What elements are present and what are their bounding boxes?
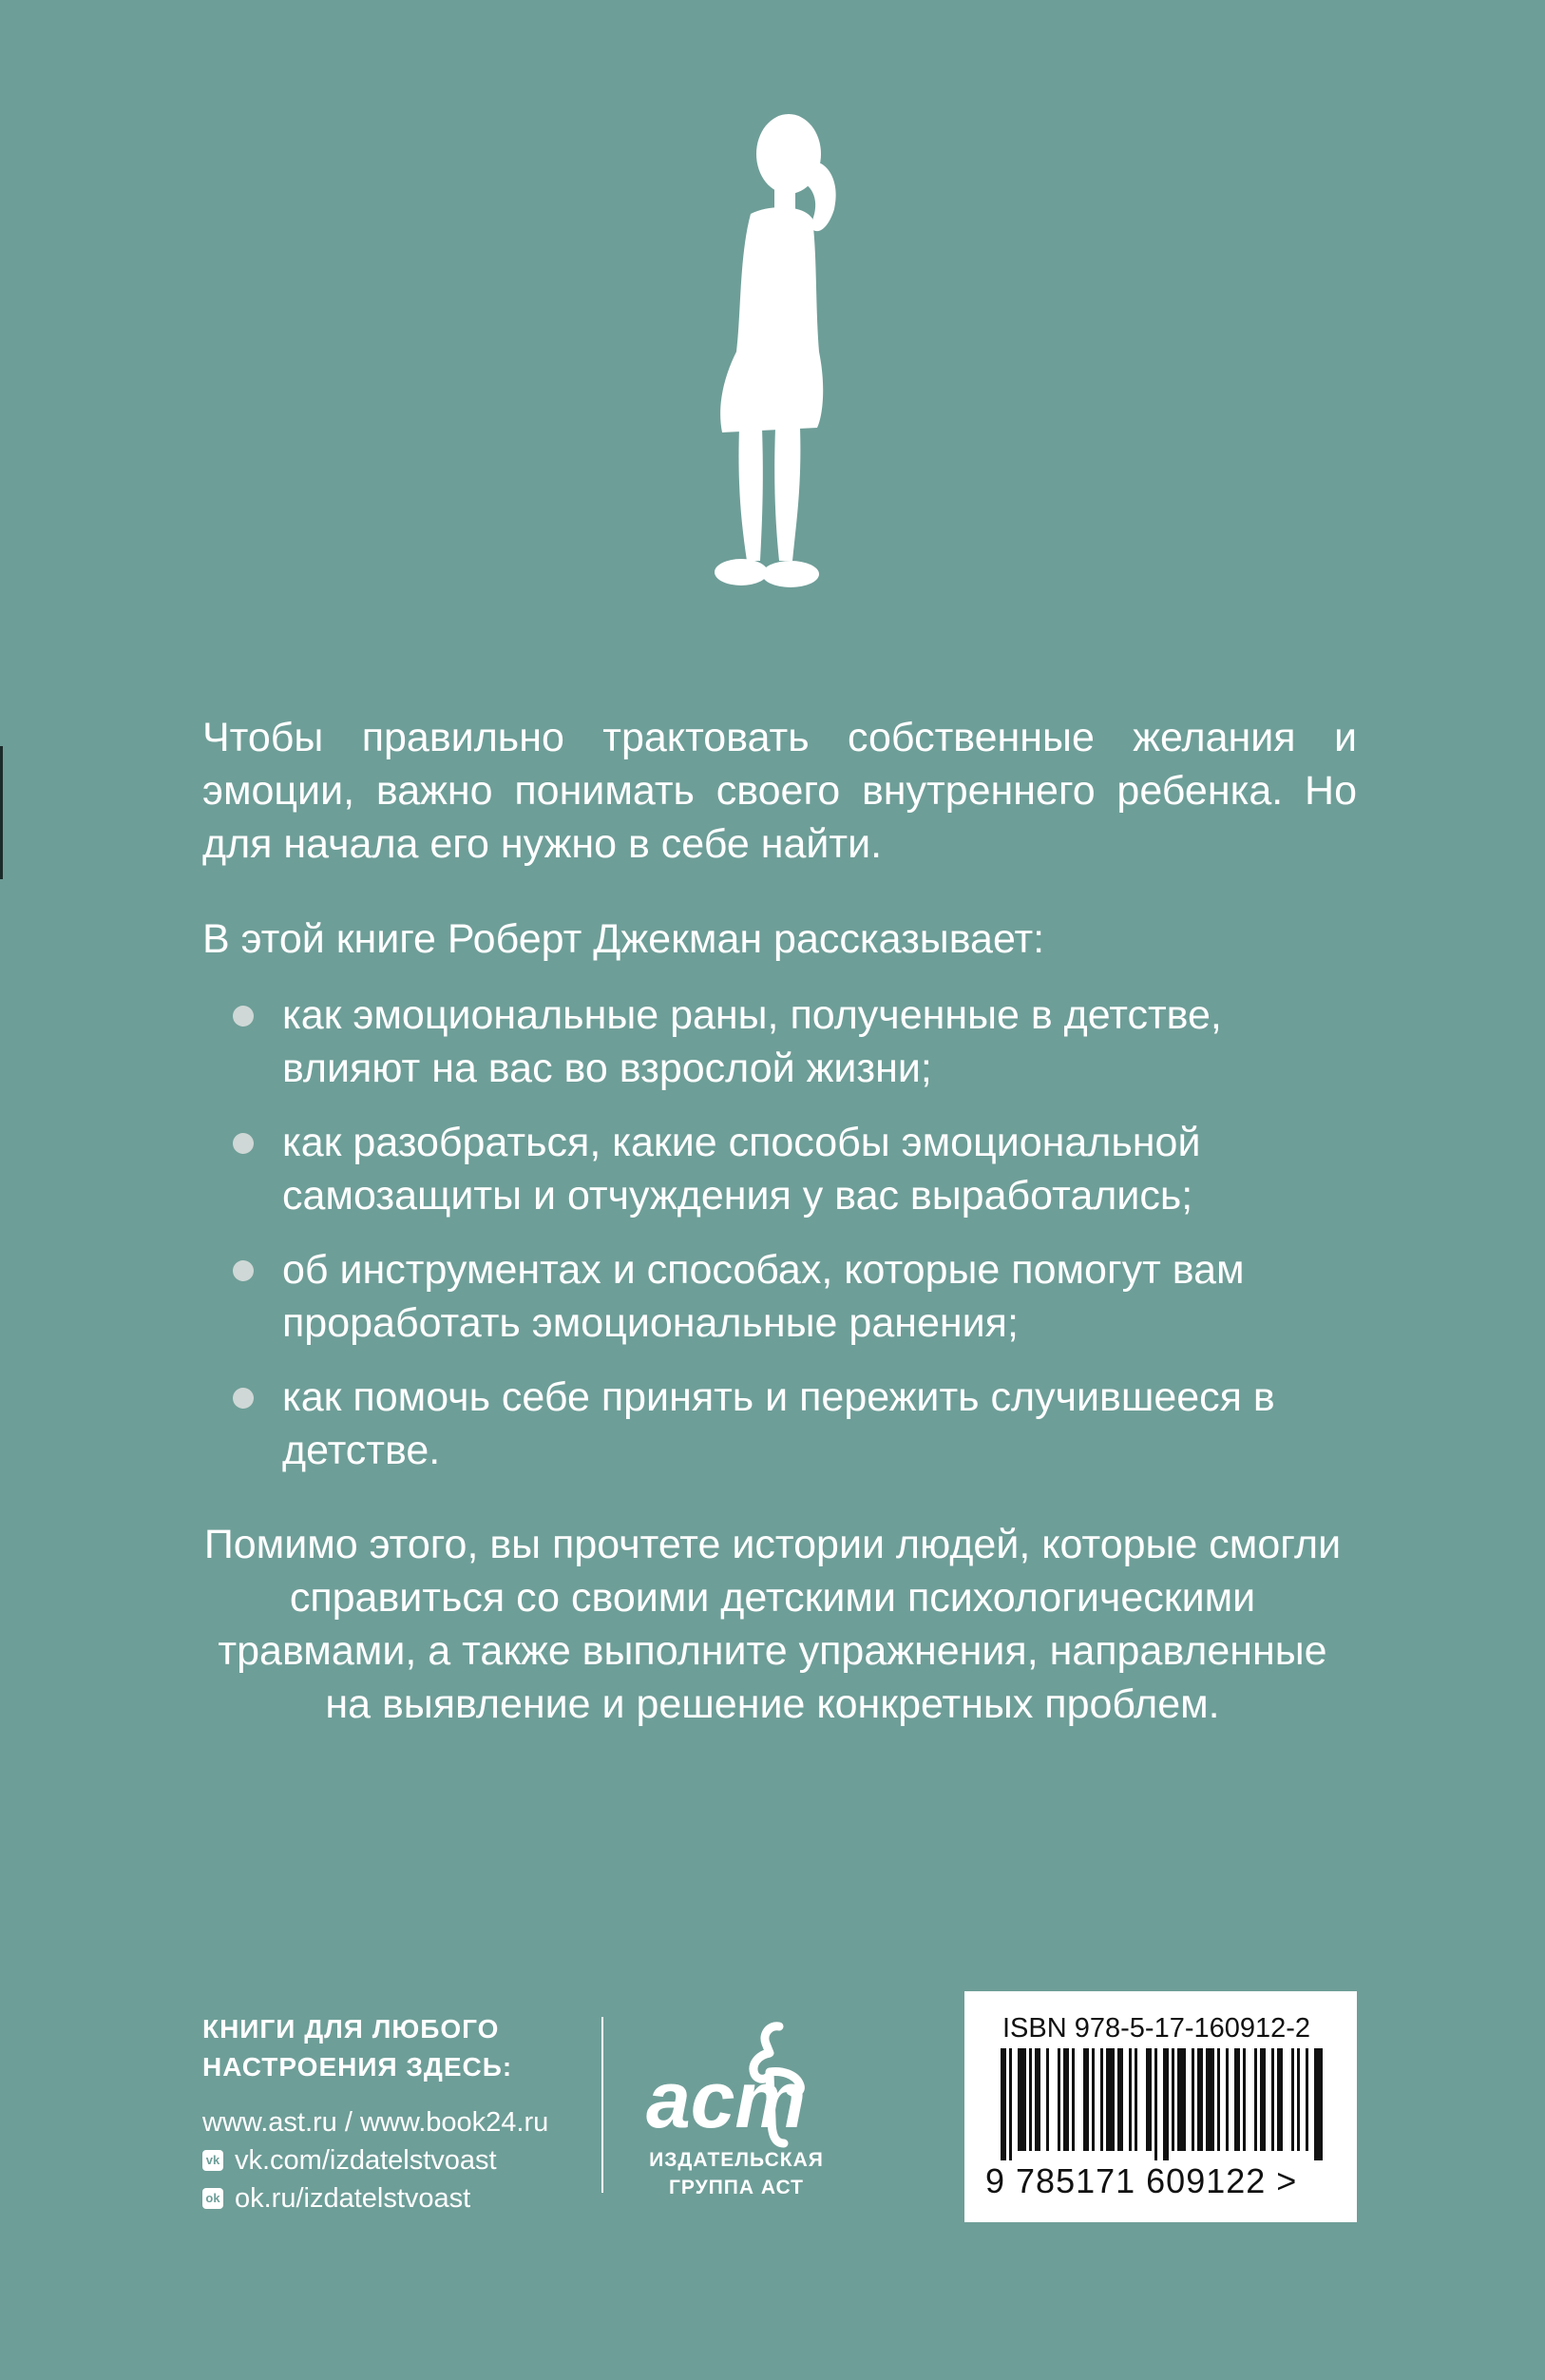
barcode-bar	[1172, 2048, 1174, 2151]
isbn-label: ISBN 978-5-17-160912-2	[1002, 2013, 1311, 2044]
barcode-bar	[1217, 2048, 1220, 2151]
barcode-bar	[1018, 2048, 1026, 2151]
list-item	[233, 1243, 1354, 1350]
barcode-bar	[1035, 2048, 1040, 2151]
barcode-bar	[1306, 2048, 1308, 2151]
barcode-bar	[1001, 2048, 1006, 2160]
barcode-bar	[1234, 2048, 1240, 2151]
barcode-bar	[1243, 2048, 1246, 2151]
barcode-bar	[1092, 2048, 1095, 2151]
publisher-caption: ИЗДАТЕЛЬСКАЯ ГРУППА АСТ	[649, 2149, 824, 2198]
bullet-dot-icon	[233, 1133, 254, 1154]
barcode-bar	[1135, 2048, 1137, 2151]
vk-icon: vk	[202, 2150, 223, 2171]
closing-paragraph: Помимо этого, вы прочтете истории людей, которые смогли справиться со своими детскими психологическими травмами, а также выполните упражнения, направленные на выявление и решение конкретных проблем.	[203, 1522, 1342, 1727]
ok-link[interactable]	[202, 2179, 548, 2217]
barcode-bar	[1271, 2048, 1274, 2151]
barcode-bar	[1314, 2048, 1323, 2160]
barcode-bar	[1100, 2048, 1103, 2151]
barcode-bar	[1106, 2048, 1115, 2151]
ok-link-text[interactable]: ok.ru/izdatelstvoast	[235, 2183, 471, 2214]
vk-link-text[interactable]: vk.com/izdatelstvoast	[235, 2145, 497, 2176]
list-item-text: как помочь себе принять и пережить случившееся в детстве.	[282, 1374, 1275, 1473]
barcode-bar	[1254, 2048, 1257, 2151]
barcode-bar	[1277, 2048, 1283, 2151]
lead-sentence: В этой книге Роберт Джекман рассказывает:	[202, 916, 1045, 962]
list-item-text: как эмоциональные раны, полученные в детстве, влияют на вас во взрослой жизни;	[282, 992, 1222, 1091]
barcode-bar	[1163, 2048, 1169, 2160]
intro-paragraph: Чтобы правильно трактовать собственные желания и эмоции, важно понимать своего внутреннего ребенка. Но для начала его нужно в себе найти.	[202, 715, 1357, 867]
child-silhouette-image	[684, 105, 874, 618]
barcode-bar	[1192, 2048, 1194, 2151]
barcode-bar	[1297, 2048, 1300, 2151]
isbn-barcode	[964, 1991, 1357, 2222]
list-item	[233, 1371, 1354, 1477]
barcode-bar	[1197, 2048, 1203, 2151]
vk-link[interactable]	[202, 2141, 548, 2179]
bullet-dot-icon	[233, 1388, 254, 1409]
logo-text: аст	[646, 2055, 807, 2144]
footer-links	[202, 2010, 548, 2217]
spine-edge-mark	[0, 746, 3, 879]
barcode-bar	[1260, 2048, 1266, 2151]
bullet-dot-icon	[233, 1260, 254, 1281]
barcode-bar	[1063, 2048, 1069, 2151]
bullet-list	[233, 988, 1354, 1498]
list-item-text: об инструментах и способах, которые помогут вам проработать эмоциональные ранения;	[282, 1247, 1245, 1346]
barcode-bar	[1291, 2048, 1294, 2151]
barcode-bar	[1046, 2048, 1049, 2151]
bullet-dot-icon	[233, 1006, 254, 1027]
barcode-bar	[1129, 2048, 1132, 2151]
barcode-bar	[1154, 2048, 1157, 2160]
barcode-bar	[1009, 2048, 1012, 2160]
list-item	[233, 988, 1354, 1095]
barcode-bar	[1083, 2048, 1089, 2151]
footer-divider	[601, 2017, 603, 2193]
barcode-bar	[1206, 2048, 1214, 2151]
barcode-bar	[1177, 2048, 1186, 2151]
barcode-bars	[1001, 2048, 1326, 2160]
barcode-bar	[1072, 2048, 1075, 2151]
footer-heading: КНИГИ ДЛЯ ЛЮБОГО НАСТРОЕНИЯ ЗДЕСЬ:	[202, 2014, 513, 2082]
isbn-digits: 9 785171 609122 >	[985, 2161, 1298, 2200]
barcode-bar	[1146, 2048, 1152, 2151]
barcode-bar	[1029, 2048, 1032, 2151]
ok-icon: ok	[202, 2188, 223, 2209]
barcode-bar	[1117, 2048, 1123, 2151]
barcode-bar	[1226, 2048, 1229, 2151]
list-item-text: как разобраться, какие способы эмоциональной самозащиты и отчуждения у вас выработались;	[282, 1120, 1201, 1219]
website-links[interactable]: www.ast.ru / www.book24.ru	[202, 2107, 549, 2138]
barcode-bar	[1058, 2048, 1060, 2151]
list-item	[233, 1116, 1354, 1222]
